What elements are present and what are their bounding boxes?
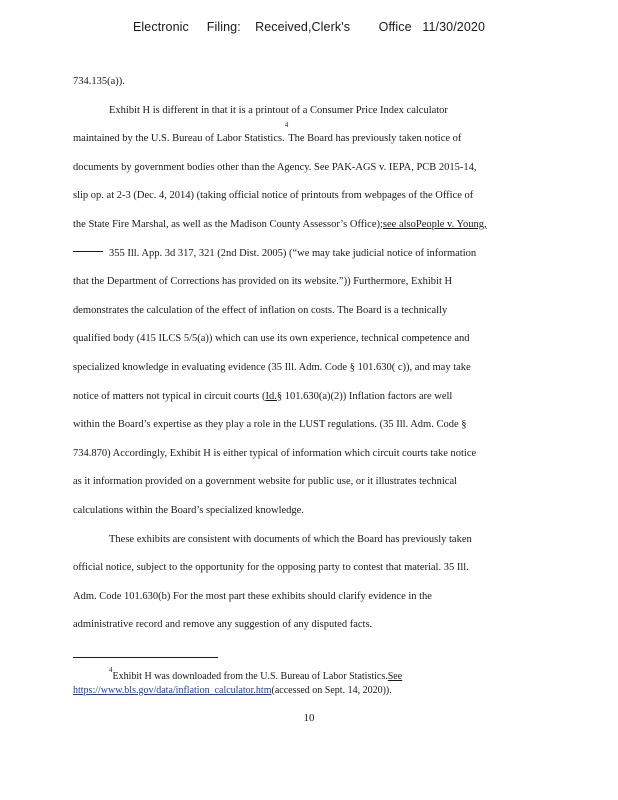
filing-header: Electronic Filing: Received,Clerk's Office 11/30/2020 <box>132 20 486 34</box>
paragraph-line: administrative record and remove any suggestion of any disputed facts. <box>73 619 373 631</box>
paragraph-line: official notice, subject to the opportunity for the opposing party to contest that material. 35 Ill. <box>73 562 469 574</box>
paragraph-line <box>73 211 543 240</box>
paragraph-line: Exhibit H is different in that it is a printout of a Consumer Price Index calculator <box>109 104 448 116</box>
document-body <box>73 68 543 640</box>
text-run: § 101.630(a)(2)) Inflation factors are well <box>276 390 453 402</box>
footnote-line <box>73 684 473 698</box>
paragraph-line: 734.870) Accordingly, Exhibit H is either typical of information which circuit courts take notice <box>73 447 477 459</box>
id-signal: Id. <box>265 390 277 402</box>
paragraph-line: specialized knowledge in evaluating evidence (35 Ill. Adm. Code § 101.630( c)), and may take <box>73 361 471 373</box>
signal-see-also: see also <box>382 218 416 230</box>
citation-line: 734.135(a)). <box>73 76 125 87</box>
text-run: (accessed on Sept. 14, 2020)). <box>271 685 392 696</box>
footnote-divider <box>73 657 218 658</box>
paragraph-line: demonstrates the calculation of the effect of inflation on costs. The Board is a technically <box>73 304 448 316</box>
paragraph-line <box>73 240 543 269</box>
footnote-marker: 4 <box>109 666 113 674</box>
paragraph-line <box>73 121 543 154</box>
signal-see: See <box>387 671 403 682</box>
paragraph-line: documents by government bodies other than the Agency. See PAK-AGS v. IEPA, PCB 2015-14, <box>73 161 477 173</box>
text-run: the State Fire Marshal, as well as the Madison County Assessor’s Office); <box>73 218 383 230</box>
paragraph-line: Adm. Code 101.630(b) For the most part these exhibits should clarify evidence in the <box>73 590 432 602</box>
footnote-line <box>73 666 473 684</box>
paragraph-line: that the Department of Corrections has provided on its website.”)) Furthermore, Exhibit H <box>73 276 453 288</box>
paragraph-line: calculations within the Board’s specialized knowledge. <box>73 504 304 516</box>
paragraph-line: These exhibits are consistent with documents of which the Board has previously taken <box>109 533 472 545</box>
paragraph-line: slip op. at 2-3 (Dec. 4, 2014) (taking official notice of printouts from webpages of the Office of <box>73 190 474 202</box>
paragraph-line <box>73 383 543 412</box>
case-name: People v. Young, <box>415 218 487 230</box>
underline-blank <box>73 240 103 252</box>
paragraph-line: qualified body (415 ILCS 5/5(a)) which can use its own experience, technical competence and <box>73 333 470 345</box>
page-number: 10 <box>303 712 315 724</box>
paragraph-line: within the Board’s expertise as they play a role in the LUST regulations. (35 Ill. Adm. Code § <box>73 419 467 431</box>
text-run: Exhibit H was downloaded from the U.S. Bureau of Labor Statistics. <box>112 671 388 682</box>
text-run: 355 Ill. App. 3d 317, 321 (2nd Dist. 2005) (“we may take judicial notice of information <box>109 247 477 259</box>
text-run: The Board has previously taken notice of <box>288 133 462 145</box>
footnote <box>73 666 473 698</box>
paragraph-line: as it information provided on a government website for public use, or it illustrates technical <box>73 476 458 488</box>
footnote-reference: 4 <box>284 121 289 130</box>
text-run: maintained by the U.S. Bureau of Labor Statistics. <box>73 133 285 145</box>
inflation-calculator-link[interactable]: https://www.bls.gov/data/inflation_calculator.htm <box>73 685 272 696</box>
text-run: notice of matters not typical in circuit courts ( <box>73 390 266 402</box>
